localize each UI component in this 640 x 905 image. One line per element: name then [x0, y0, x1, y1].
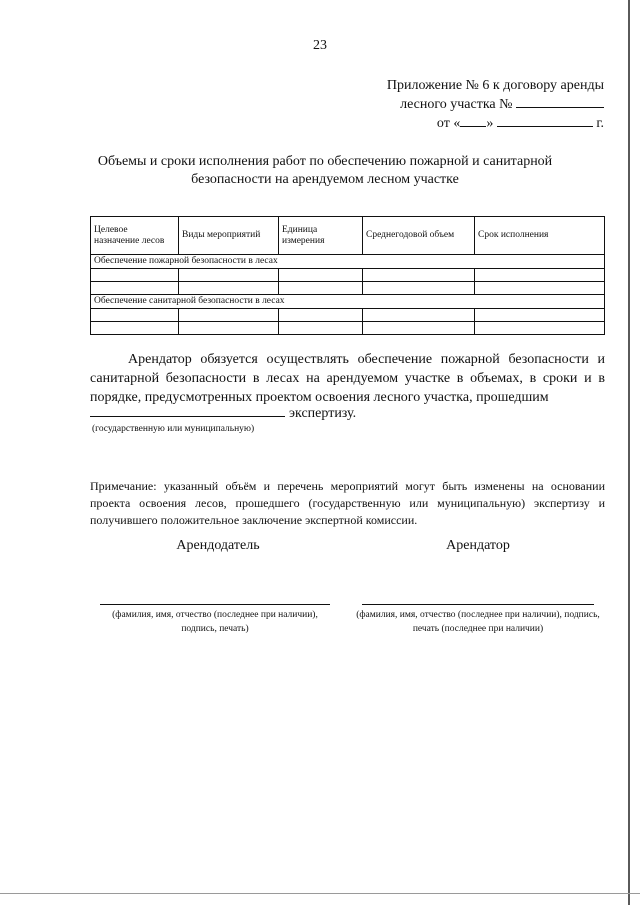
table-cell [279, 309, 363, 322]
appendix-line-3 [387, 114, 604, 133]
expertise-type-blank [90, 402, 285, 417]
obligation-paragraph [90, 350, 605, 407]
expertise-caption: (государственную или муниципальную) [92, 424, 255, 434]
table-row [91, 282, 605, 295]
expertise-word: экспертизу. [289, 406, 357, 421]
table-cell [363, 269, 475, 282]
note-paragraph: Примечание: указанный объём и перечень мероприятий могут быть изменены на основании проекта освоения лесов, прошедшего (государственную или муниципальную) экспертизу и получившего положительное заключение экспертной комиссии. [90, 479, 605, 527]
table-cell [179, 269, 279, 282]
lessee-label: Арендатор [446, 538, 510, 553]
table-cell [475, 322, 605, 335]
table-row [91, 322, 605, 335]
table-row [91, 309, 605, 322]
page-number: 23 [313, 38, 327, 53]
date-year-suffix: г. [596, 116, 604, 131]
table-header-row [91, 217, 605, 255]
appendix-line-2 [387, 95, 604, 114]
appendix-header [387, 76, 604, 133]
table-cell [475, 269, 605, 282]
date-open-quote: от « [436, 116, 461, 131]
table-cell [475, 309, 605, 322]
table-cell [91, 282, 179, 295]
date-month-year-blank [497, 114, 593, 127]
lessor-signature-caption: (фамилия, имя, отчество (последнее при наличии), подпись, печать) [112, 610, 318, 634]
works-table [90, 216, 605, 335]
table-cell [279, 282, 363, 295]
header-unit: Единица измерения [279, 217, 363, 255]
section-sanitary-safety [91, 295, 605, 309]
table-cell [179, 282, 279, 295]
page-edge-bottom [0, 893, 640, 894]
document-title: Объемы и сроки исполнения работ по обеспечению пожарной и санитарной безопасности на арендуемом лесном участке [97, 154, 553, 187]
date-day-blank [460, 114, 486, 127]
section-fire-safety [91, 255, 605, 269]
lessor-signature-line [100, 604, 330, 605]
expertise-line [90, 402, 356, 422]
lessor-label: Арендодатель [176, 538, 260, 553]
lessee-signature-caption: (фамилия, имя, отчество (последнее при наличии), подпись, печать (последнее при наличии) [356, 610, 600, 634]
table-cell [279, 322, 363, 335]
page-edge-right [628, 0, 630, 905]
table-cell [179, 309, 279, 322]
date-close-quote: » [486, 116, 494, 131]
lessee-signature-line [362, 604, 594, 605]
header-deadline: Срок исполнения [475, 217, 605, 255]
contract-number-blank [516, 95, 604, 108]
table-cell [91, 309, 179, 322]
section-title: Обеспечение санитарной безопасности в лесах [91, 295, 605, 309]
header-purpose: Целевое назначение лесов [91, 217, 179, 255]
table-row [91, 269, 605, 282]
header-annual-volume: Среднегодовой объем [363, 217, 475, 255]
header-activities: Виды мероприятий [179, 217, 279, 255]
appendix-line-1: Приложение № 6 к договору аренды [386, 78, 604, 93]
table-cell [363, 282, 475, 295]
obligation-text: Арендатор обязуется осуществлять обеспечение пожарной безопасности и санитарной безопасности в лесах на арендуемом участке в объемах, в сроки и в порядке, предусмотренных проектом освоения лесного участка, прошедшим [90, 352, 605, 405]
table-cell [363, 322, 475, 335]
table-cell [279, 269, 363, 282]
table-cell [363, 309, 475, 322]
table-cell [91, 269, 179, 282]
table-cell [179, 322, 279, 335]
table-cell [91, 322, 179, 335]
appendix-contract-label: лесного участка № [400, 97, 513, 112]
section-title: Обеспечение пожарной безопасности в лесах [91, 255, 605, 269]
table-cell [475, 282, 605, 295]
